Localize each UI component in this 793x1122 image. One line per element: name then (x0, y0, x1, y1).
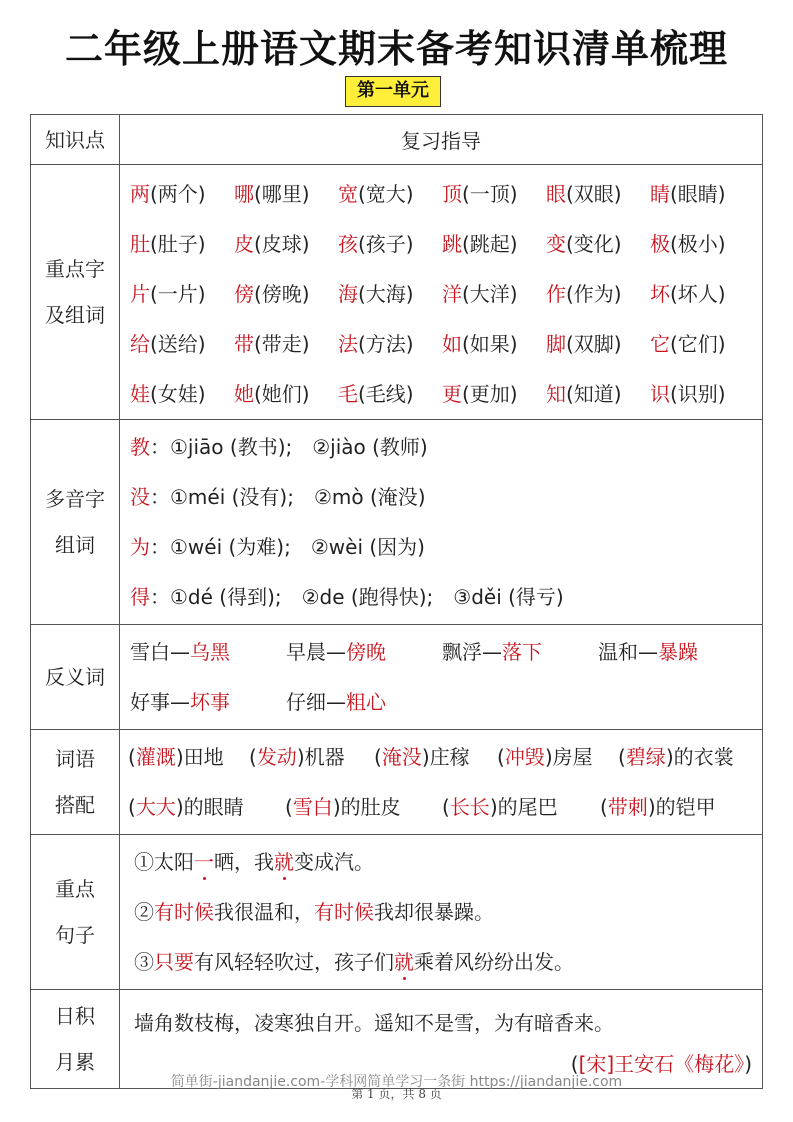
antonym-pair: 温和—暴躁 (598, 640, 698, 664)
header-knowledge-point: 知识点 (31, 115, 120, 165)
key-char-item: 法(方法) (338, 331, 414, 356)
key-char-item: 海(大海) (338, 281, 414, 306)
key-char-item: 眼(双眼) (546, 181, 622, 206)
antonym-pair: 好事—坏事 (130, 690, 230, 714)
key-char-item: 片(一片) (130, 281, 206, 306)
antonym-pair: 仔细—粗心 (286, 690, 386, 714)
key-char-item: 顶(一顶) (442, 181, 518, 206)
poem-text: 墙角数枝梅，凌寒独自开。遥知不是雪，为有暗香来。 (134, 1011, 614, 1035)
key-char-item: 脚(双脚) (546, 331, 622, 356)
collocation-item: (带刺)的铠甲 (600, 795, 716, 819)
antonym-line (130, 677, 762, 727)
label-collocations: 词语 搭配 (31, 730, 120, 835)
key-char-item: 它(它们) (650, 331, 726, 356)
key-char-item: 肚(肚子) (130, 231, 206, 256)
key-char-item: 坏(坏人) (650, 281, 726, 306)
key-char-item: 给(送给) (130, 331, 206, 356)
collocations-list (120, 730, 763, 835)
header-review-guide: 复习指导 (120, 115, 763, 165)
collocation-line (128, 782, 762, 832)
collocation-item: (冲毁)房屋 (497, 745, 593, 769)
key-char-item: 皮(皮球) (234, 231, 310, 256)
unit-badge: 第一单元 (345, 76, 441, 107)
key-chars-row (120, 217, 762, 267)
key-chars-grid (120, 165, 763, 420)
collocation-item: (灌溉)田地 (128, 745, 224, 769)
key-chars-row (120, 167, 762, 217)
sentence-3: ③只要有风轻轻吹过，孩子们就乘着风纷纷出发。 (134, 950, 574, 974)
knowledge-table (30, 114, 763, 1089)
sentence-2: ②有时候我很温和，有时候我却很暴躁。 (134, 900, 494, 924)
collocation-item: (雪白)的肚皮 (285, 795, 401, 819)
antonym-line (130, 627, 762, 677)
key-char-item: 更(更加) (442, 381, 518, 406)
key-char-item: 跳(跳起) (442, 231, 518, 256)
antonym-pair: 雪白—乌黑 (130, 640, 230, 664)
polyphone-row: 没：①méi (没有); ②mò (淹没) (130, 485, 426, 509)
antonyms-list (120, 625, 763, 730)
key-char-item: 识(识别) (650, 381, 726, 406)
label-polyphones: 多音字 组词 (31, 420, 120, 625)
polyphone-row: 教：①jiāo (教书); ②jiào (教师) (130, 435, 428, 459)
key-char-item: 作(作为) (546, 281, 622, 306)
watermark-text: 简单街-jiandanjie.com-学科网简单学习一条街 https://jiandanjie.com (170, 1074, 623, 1090)
key-char-item: 两(两个) (130, 181, 206, 206)
polyphones-list (120, 420, 763, 625)
key-char-item: 带(带走) (234, 331, 310, 356)
polyphone-row: 得：①dé (得到); ②de (跑得快); ③děi (得亏) (130, 585, 564, 609)
key-char-item: 哪(哪里) (234, 181, 310, 206)
collocation-item: (长长)的尾巴 (442, 795, 558, 819)
collocation-line (128, 732, 762, 782)
label-antonyms: 反义词 (31, 625, 120, 730)
key-char-item: 睛(眼睛) (650, 181, 726, 206)
page-number: 第 1 页，共 8 页 (351, 1087, 442, 1101)
label-accumulation: 日积 月累 (31, 990, 120, 1089)
sentence-1: ①太阳一晒，我就变成汽。 (134, 850, 374, 874)
key-chars-row (120, 367, 762, 417)
key-char-item: 娃(女娃) (130, 381, 206, 406)
poem-attribution: ([宋]王安石《梅花》) (570, 1052, 752, 1076)
antonym-pair: 早晨—傍晚 (286, 640, 386, 664)
label-sentences: 重点 句子 (31, 835, 120, 990)
label-key-chars: 重点字 及组词 (31, 165, 120, 420)
key-char-item: 变(变化) (546, 231, 622, 256)
key-char-item: 傍(傍晚) (234, 281, 310, 306)
key-char-item: 孩(孩子) (338, 231, 414, 256)
key-chars-row (120, 317, 762, 367)
key-char-item: 宽(宽大) (338, 181, 414, 206)
key-char-item: 知(知道) (546, 381, 622, 406)
key-chars-row (120, 267, 762, 317)
polyphone-row: 为：①wéi (为难); ②wèi (因为) (130, 535, 425, 559)
collocation-item: (淹没)庄稼 (374, 745, 470, 769)
page-title: 二年级上册语文期末备考知识清单梳理 (64, 26, 728, 71)
sentences-list (120, 835, 763, 990)
key-char-item: 如(如果) (442, 331, 518, 356)
antonym-pair: 飘浮—落下 (442, 640, 542, 664)
collocation-item: (发动)机器 (249, 745, 345, 769)
collocation-item: (大大)的眼睛 (128, 795, 244, 819)
collocation-item: (碧绿)的衣裳 (618, 745, 734, 769)
key-char-item: 洋(大洋) (442, 281, 518, 306)
key-char-item: 极(极小) (650, 231, 726, 256)
key-char-item: 毛(毛线) (338, 381, 414, 406)
key-char-item: 她(她们) (234, 381, 310, 406)
